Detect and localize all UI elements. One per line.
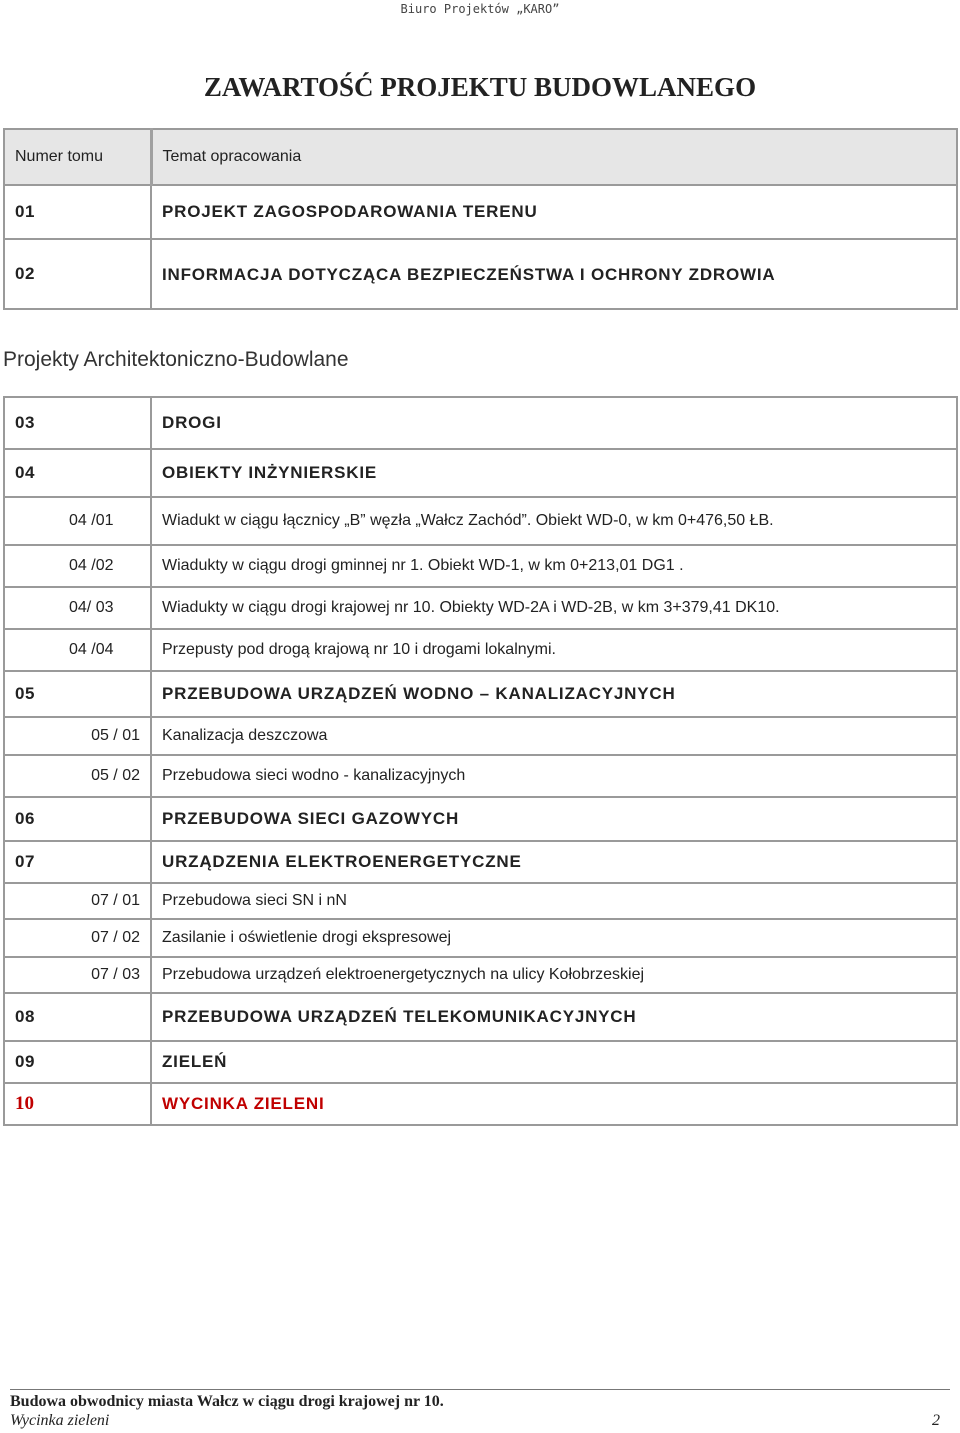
- page-number: 2: [932, 1412, 940, 1429]
- volume-code: 05: [4, 671, 151, 717]
- table-row: [4, 185, 957, 239]
- volume-topic: Zasilanie i oświetlenie drogi ekspresowej: [151, 919, 957, 957]
- volume-code: 05 / 01: [4, 717, 151, 755]
- table-row: [4, 545, 957, 587]
- table-row: [4, 919, 957, 957]
- volume-code: 02: [4, 239, 151, 309]
- volume-topic: Wiadukty w ciągu drogi gminnej nr 1. Obiekt WD-1, w km 0+213,01 DG1 .: [151, 545, 957, 587]
- volume-topic: URZĄDZENIA ELEKTROENERGETYCZNE: [151, 841, 957, 883]
- volume-topic: Wiadukty w ciągu drogi krajowej nr 10. Obiekty WD-2A i WD-2B, w km 3+379,41 DK10.: [151, 587, 957, 629]
- volume-code: 08: [4, 993, 151, 1041]
- volume-code: [4, 545, 151, 587]
- volume-code: 09: [4, 1041, 151, 1083]
- footer-project-name: Budowa obwodnicy miasta Wałcz w ciągu drogi krajowej nr 10.: [10, 1393, 444, 1410]
- table-row-highlight: [4, 1083, 957, 1125]
- table-row: [4, 671, 957, 717]
- table-row: [4, 755, 957, 797]
- volume-code: [4, 629, 151, 671]
- volume-code: 07 / 01: [4, 883, 151, 919]
- volume-topic: OBIEKTY INŻYNIERSKIE: [151, 449, 957, 497]
- table-row: [4, 841, 957, 883]
- footer-divider: [10, 1389, 950, 1390]
- table-row: [4, 883, 957, 919]
- volume-code: 07: [4, 841, 151, 883]
- volume-topic: PRZEBUDOWA URZĄDZEŃ TELEKOMUNIKACYJNYCH: [151, 993, 957, 1041]
- table-row: [4, 449, 957, 497]
- section-label: Projekty Architektoniczno-Budowlane: [3, 348, 349, 371]
- table-row: [4, 797, 957, 841]
- volume-code: [4, 587, 151, 629]
- table-row: [4, 957, 957, 993]
- volume-topic: Wiadukt w ciągu łącznicy „B” węzła „Wałcz Zachód”. Obiekt WD-0, w km 0+476,50 ŁB.: [151, 497, 957, 545]
- sub-code: 04/ 03: [69, 599, 114, 616]
- volume-code: 04: [4, 449, 151, 497]
- contents-table-main: [3, 396, 958, 1126]
- volume-topic: Przebudowa urządzeń elektroenergetycznych na ulicy Kołobrzeskiej: [151, 957, 957, 993]
- volume-topic: Przebudowa sieci wodno - kanalizacyjnych: [151, 755, 957, 797]
- table-row: [4, 629, 957, 671]
- table-row: [4, 717, 957, 755]
- volume-topic: Przebudowa sieci SN i nN: [151, 883, 957, 919]
- volume-topic: INFORMACJA DOTYCZĄCA BEZPIECZEŃSTWA I OCHRONY ZDROWIA: [151, 239, 957, 309]
- volume-code: 07 / 02: [4, 919, 151, 957]
- volume-topic: PRZEBUDOWA URZĄDZEŃ WODNO – KANALIZACYJNYCH: [151, 671, 957, 717]
- volume-topic: Przepusty pod drogą krajową nr 10 i drogami lokalnymi.: [151, 629, 957, 671]
- volume-code: 01: [4, 185, 151, 239]
- office-header: Biuro Projektów „KARO”: [400, 2, 560, 16]
- sub-code: 04 /02: [69, 557, 114, 574]
- volume-topic: ZIELEŃ: [151, 1041, 957, 1083]
- table-row: [4, 497, 957, 545]
- footer-volume-name: Wycinka zieleni: [10, 1412, 110, 1429]
- contents-table-top: [3, 128, 958, 310]
- volume-code: 10: [4, 1083, 151, 1125]
- volume-code: 03: [4, 397, 151, 449]
- volume-code: 06: [4, 797, 151, 841]
- table-header-row: [4, 129, 957, 185]
- volume-topic: PRZEBUDOWA SIECI GAZOWYCH: [151, 797, 957, 841]
- volume-topic: PROJEKT ZAGOSPODAROWANIA TERENU: [151, 185, 957, 239]
- table-row: [4, 397, 957, 449]
- volume-topic: Kanalizacja deszczowa: [151, 717, 957, 755]
- table-row: [4, 1041, 957, 1083]
- table-row: [4, 587, 957, 629]
- table-row: [4, 239, 957, 309]
- volume-code: 05 / 02: [4, 755, 151, 797]
- header-topic: Temat opracowania: [151, 129, 957, 185]
- sub-code: 04 /04: [69, 641, 114, 658]
- sub-code: 04 /01: [69, 512, 114, 529]
- header-volume-number: Numer tomu: [4, 129, 151, 185]
- volume-topic: WYCINKA ZIELENI: [151, 1083, 957, 1125]
- volume-code: [4, 497, 151, 545]
- table-row: [4, 993, 957, 1041]
- page-title: ZAWARTOŚĆ PROJEKTU BUDOWLANEGO: [203, 72, 757, 102]
- volume-code: 07 / 03: [4, 957, 151, 993]
- volume-topic: DROGI: [151, 397, 957, 449]
